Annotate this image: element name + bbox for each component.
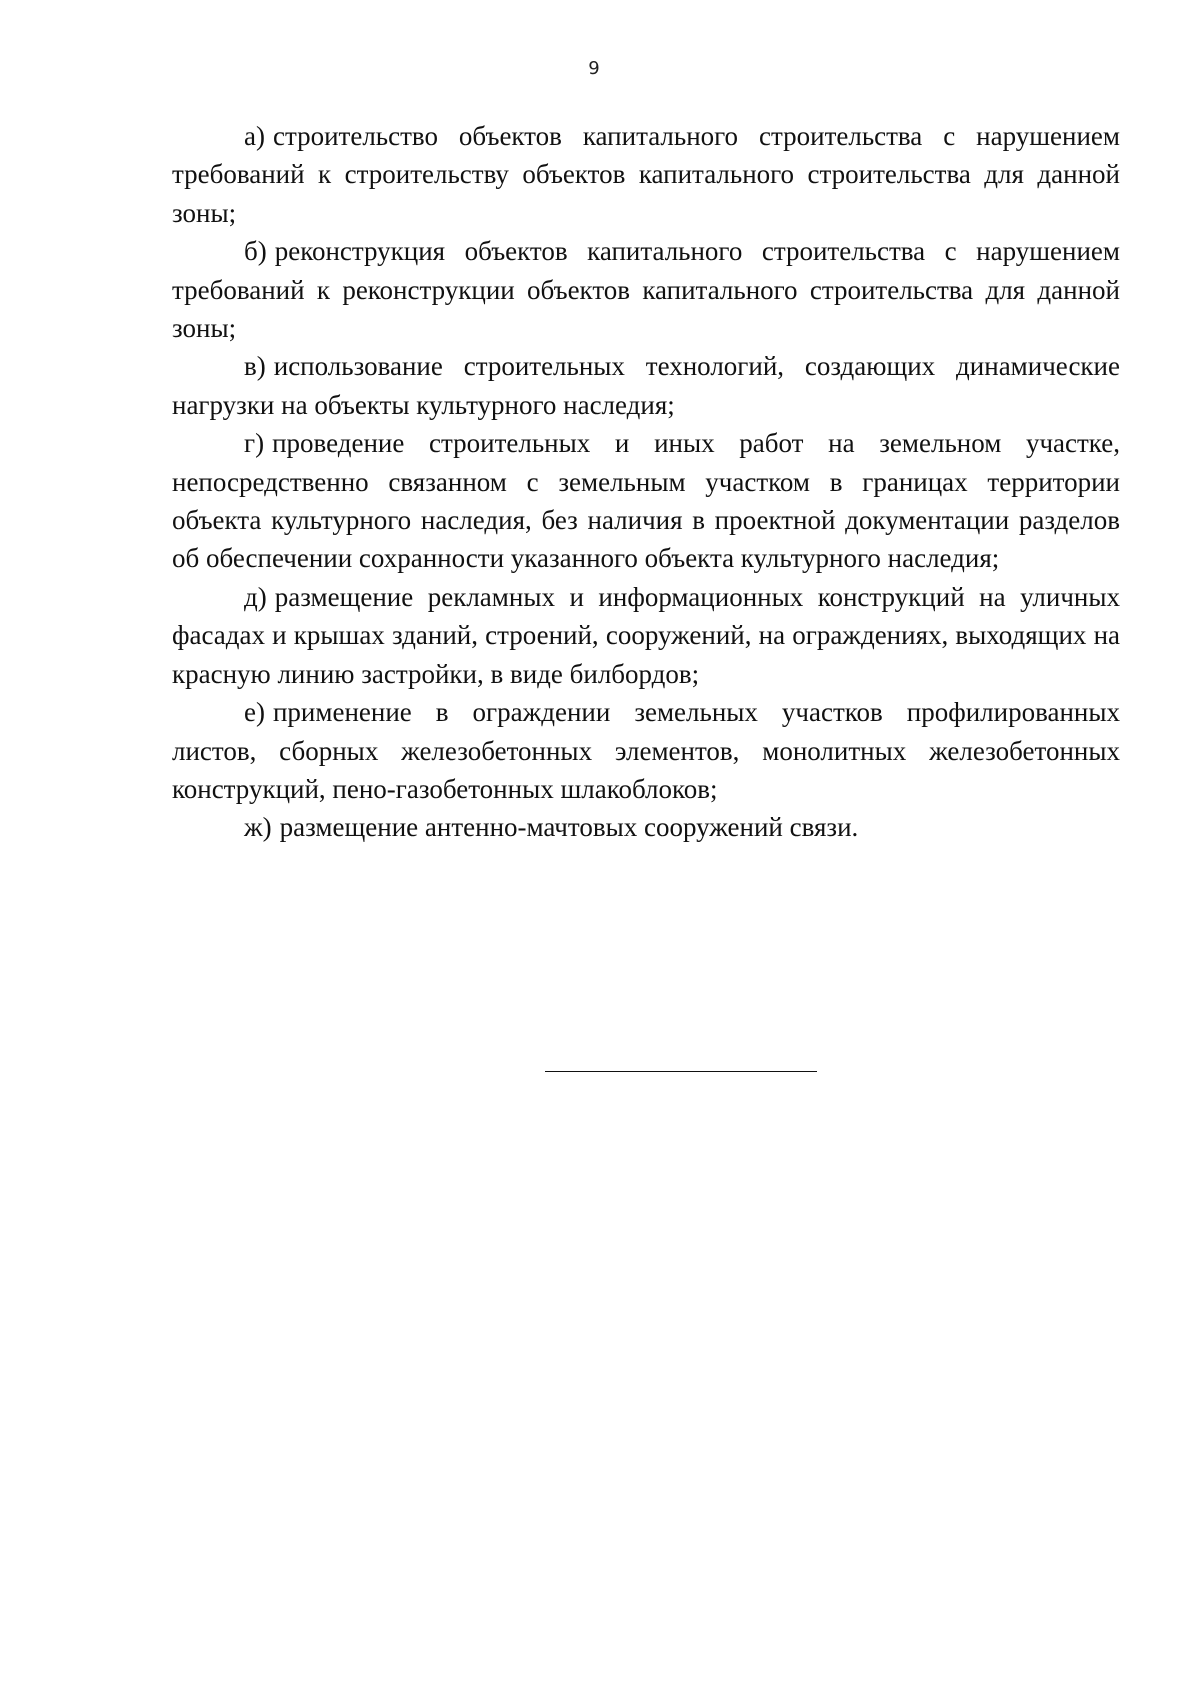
list-item-marker: д) — [244, 581, 267, 612]
list-item-text: применение в ограждении земельных участков профилированных листов, сборных железобетонных элементов, монолитных железобетонных конструкций, пено-газобетонных шлакоблоков; — [172, 697, 1120, 804]
list-item-marker: г) — [244, 428, 265, 459]
list-item-text: строительство объектов капитального строительства с нарушением требований к строительству объектов капитального строительства для данной зоны; — [172, 121, 1120, 228]
list-item-text: проведение строительных и иных работ на земельном участке, непосредственно связанном с земельным участком в границах территории объекта культурного наследия, без наличия в проектной документации разделов об обеспечении сохранности указанного объекта культурного наследия; — [172, 428, 1120, 574]
list-item-marker: б) — [244, 236, 267, 267]
list-item-text: реконструкция объектов капитального строительства с нарушением требований к реконструкции объектов капитального строительства для данной зоны; — [172, 236, 1120, 344]
list-item-text: размещение рекламных и информационных конструкций на уличных фасадах и крышах зданий, строений, сооружений, на ограждениях, выходящих на красную линию застройки, в виде билбордов; — [172, 581, 1120, 689]
page-number: 9 — [588, 58, 600, 79]
list-item-text: использование строительных технологий, создающих динамические нагрузки на объекты культурного наследия; — [172, 351, 1120, 420]
list-item-text: размещение антенно-мачтовых сооружений связи. — [279, 812, 859, 843]
list-item-marker: ж) — [244, 812, 272, 843]
list-item-marker: в) — [244, 351, 266, 382]
list-item-marker: а) — [244, 121, 265, 151]
list-item-marker: е) — [244, 697, 265, 728]
list-item-d — [172, 578, 1120, 693]
prohibitions-list — [172, 117, 1120, 847]
list-item-b — [172, 232, 1120, 347]
list-item-g — [172, 424, 1120, 578]
list-item-zh — [172, 808, 1120, 846]
list-item-e — [172, 693, 1120, 808]
end-divider-line — [545, 1071, 817, 1072]
list-item-v — [172, 347, 1120, 424]
list-item-a — [172, 117, 1120, 232]
